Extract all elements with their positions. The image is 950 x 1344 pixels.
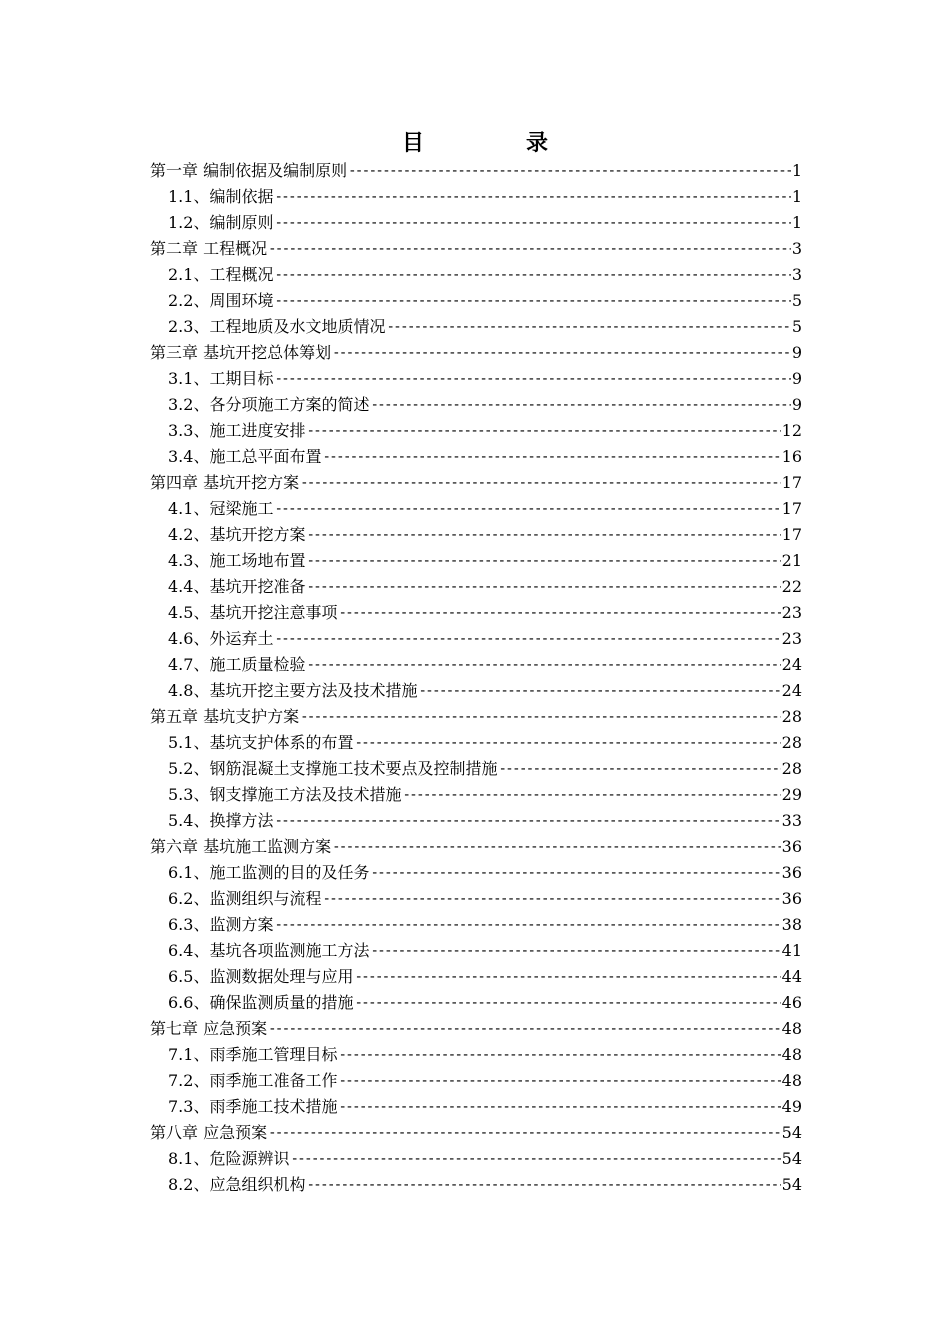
toc-entry-label: 第七章 应急预案	[150, 1019, 268, 1038]
toc-chapter-entry[interactable]	[150, 834, 802, 860]
toc-entry-label: 6.3、监测方案	[168, 915, 274, 934]
toc-page-number: 23	[781, 629, 802, 648]
toc-page-number: 9	[791, 343, 802, 362]
toc-entry-label: 3.4、施工总平面布置	[168, 447, 322, 466]
toc-section-entry[interactable]	[150, 444, 802, 470]
toc-section-entry[interactable]	[150, 288, 802, 314]
toc-dot-leader	[322, 444, 780, 470]
toc-section-entry[interactable]	[150, 418, 802, 444]
toc-dot-leader	[274, 808, 780, 834]
toc-page-number: 9	[791, 369, 802, 388]
toc-entry-label: 6.6、确保监测质量的措施	[168, 993, 354, 1012]
toc-entry-label: 第二章 工程概况	[150, 239, 268, 258]
toc-section-entry[interactable]	[150, 548, 802, 574]
toc-entry-label: 第四章 基坑开挖方案	[150, 473, 300, 492]
toc-section-entry[interactable]	[150, 782, 802, 808]
toc-entry-label: 4.1、冠梁施工	[168, 499, 274, 518]
toc-dot-leader	[306, 522, 780, 548]
toc-page-number: 23	[781, 603, 802, 622]
toc-entry-label: 8.2、应急组织机构	[168, 1175, 306, 1194]
toc-page-number: 38	[781, 915, 802, 934]
toc-entry-label: 3.3、施工进度安排	[168, 421, 306, 440]
toc-dot-leader	[268, 1016, 781, 1042]
toc-dot-leader	[268, 236, 791, 262]
toc-entry-label: 4.4、基坑开挖准备	[168, 577, 306, 596]
toc-entry-label: 第五章 基坑支护方案	[150, 707, 300, 726]
toc-dot-leader	[402, 782, 780, 808]
toc-dot-leader	[274, 262, 790, 288]
toc-page-number: 9	[791, 395, 802, 414]
toc-section-entry[interactable]	[150, 938, 802, 964]
toc-entry-label: 7.1、雨季施工管理目标	[168, 1045, 338, 1064]
toc-dot-leader	[306, 574, 780, 600]
toc-dot-leader	[370, 860, 780, 886]
toc-dot-leader	[306, 418, 780, 444]
toc-dot-leader	[300, 470, 781, 496]
toc-page-number: 54	[781, 1149, 802, 1168]
toc-dot-leader	[354, 990, 780, 1016]
toc-chapter-entry[interactable]	[150, 1016, 802, 1042]
toc-page-number: 33	[781, 811, 802, 830]
toc-section-entry[interactable]	[150, 366, 802, 392]
toc-entry-label: 4.6、外运弃土	[168, 629, 274, 648]
toc-section-entry[interactable]	[150, 808, 802, 834]
toc-dot-leader	[306, 652, 780, 678]
toc-entry-label: 2.2、周围环境	[168, 291, 274, 310]
toc-page-number: 36	[781, 863, 802, 882]
toc-dot-leader	[290, 1146, 780, 1172]
toc-entry-label: 5.2、钢筋混凝土支撑施工技术要点及控制措施	[168, 759, 498, 778]
toc-dot-leader	[322, 886, 780, 912]
toc-entry-label: 1.1、编制依据	[168, 187, 274, 206]
toc-page-number: 17	[781, 525, 802, 544]
toc-entry-label: 8.1、危险源辨识	[168, 1149, 290, 1168]
toc-section-entry[interactable]	[150, 600, 802, 626]
toc-page-number: 3	[791, 265, 802, 284]
toc-section-entry[interactable]	[150, 756, 802, 782]
toc-section-entry[interactable]	[150, 678, 802, 704]
toc-dot-leader	[354, 730, 780, 756]
toc-dot-leader	[274, 626, 780, 652]
toc-entry-label: 第三章 基坑开挖总体筹划	[150, 343, 332, 362]
toc-page-number: 48	[781, 1071, 802, 1090]
toc-entry-label: 5.3、钢支撑施工方法及技术措施	[168, 785, 402, 804]
toc-dot-leader	[348, 158, 791, 184]
toc-list	[150, 158, 802, 1198]
toc-section-entry[interactable]	[150, 652, 802, 678]
toc-dot-leader	[274, 366, 790, 392]
toc-section-entry[interactable]	[150, 1172, 802, 1198]
toc-page-number: 36	[781, 837, 802, 856]
toc-page-number: 41	[781, 941, 802, 960]
toc-dot-leader	[418, 678, 780, 704]
toc-page-number: 24	[781, 681, 802, 700]
toc-dot-leader	[354, 964, 780, 990]
toc-dot-leader	[332, 340, 791, 366]
toc-dot-leader	[338, 1094, 780, 1120]
toc-page-number: 1	[791, 213, 802, 232]
toc-entry-label: 6.4、基坑各项监测施工方法	[168, 941, 370, 960]
toc-section-entry[interactable]	[150, 392, 802, 418]
toc-entry-label: 5.4、换撑方法	[168, 811, 274, 830]
toc-dot-leader	[338, 600, 780, 626]
toc-page-number: 24	[781, 655, 802, 674]
toc-dot-leader	[338, 1068, 780, 1094]
toc-page-number: 48	[781, 1045, 802, 1064]
toc-dot-leader	[370, 392, 790, 418]
toc-page-number: 46	[781, 993, 802, 1012]
toc-entry-label: 4.3、施工场地布置	[168, 551, 306, 570]
toc-section-entry[interactable]	[150, 964, 802, 990]
toc-section-entry[interactable]	[150, 184, 802, 210]
toc-page-number: 17	[781, 499, 802, 518]
toc-chapter-entry[interactable]	[150, 470, 802, 496]
toc-entry-label: 6.2、监测组织与流程	[168, 889, 322, 908]
toc-dot-leader	[274, 912, 780, 938]
toc-dot-leader	[306, 548, 780, 574]
toc-chapter-entry[interactable]	[150, 340, 802, 366]
toc-section-entry[interactable]	[150, 1042, 802, 1068]
toc-page-number: 5	[791, 317, 802, 336]
toc-page-number: 28	[781, 733, 802, 752]
toc-dot-leader	[306, 1172, 780, 1198]
toc-section-entry[interactable]	[150, 314, 802, 340]
toc-page-number: 1	[791, 187, 802, 206]
toc-chapter-entry[interactable]	[150, 1120, 802, 1146]
toc-entry-label: 4.5、基坑开挖注意事项	[168, 603, 338, 622]
toc-section-entry[interactable]	[150, 860, 802, 886]
toc-page-number: 54	[781, 1175, 802, 1194]
toc-section-entry[interactable]	[150, 522, 802, 548]
toc-entry-label: 3.1、工期目标	[168, 369, 274, 388]
toc-entry-label: 第八章 应急预案	[150, 1123, 268, 1142]
toc-chapter-entry[interactable]	[150, 158, 802, 184]
toc-section-entry[interactable]	[150, 626, 802, 652]
toc-dot-leader	[370, 938, 780, 964]
toc-entry-label: 3.2、各分项施工方案的简述	[168, 395, 370, 414]
toc-dot-leader	[274, 496, 780, 522]
toc-page-number: 16	[781, 447, 802, 466]
toc-entry-label: 7.3、雨季施工技术措施	[168, 1097, 338, 1116]
toc-entry-label: 4.7、施工质量检验	[168, 655, 306, 674]
toc-dot-leader	[338, 1042, 780, 1068]
toc-page-number: 48	[781, 1019, 802, 1038]
toc-entry-label: 1.2、编制原则	[168, 213, 274, 232]
toc-entry-label: 4.2、基坑开挖方案	[168, 525, 306, 544]
toc-page-number: 5	[791, 291, 802, 310]
toc-page-number: 49	[781, 1097, 802, 1116]
toc-page-number: 1	[791, 161, 802, 180]
toc-dot-leader	[386, 314, 790, 340]
toc-entry-label: 2.3、工程地质及水文地质情况	[168, 317, 386, 336]
toc-section-entry[interactable]	[150, 1146, 802, 1172]
toc-section-entry[interactable]	[150, 886, 802, 912]
toc-section-entry[interactable]	[150, 574, 802, 600]
toc-section-entry[interactable]	[150, 730, 802, 756]
toc-section-entry[interactable]	[150, 912, 802, 938]
toc-page-number: 21	[781, 551, 802, 570]
toc-page-number: 44	[781, 967, 802, 986]
toc-page-number: 54	[781, 1123, 802, 1142]
toc-dot-leader	[274, 210, 790, 236]
toc-section-entry[interactable]	[150, 990, 802, 1016]
toc-page-number: 12	[781, 421, 802, 440]
toc-section-entry[interactable]	[150, 1068, 802, 1094]
toc-dot-leader	[498, 756, 780, 782]
toc-entry-label: 第六章 基坑施工监测方案	[150, 837, 332, 856]
toc-page-number: 28	[781, 707, 802, 726]
toc-entry-label: 第一章 编制依据及编制原则	[150, 161, 348, 180]
toc-entry-label: 2.1、工程概况	[168, 265, 274, 284]
toc-dot-leader	[274, 184, 790, 210]
toc-page-number: 29	[781, 785, 802, 804]
toc-section-entry[interactable]	[150, 210, 802, 236]
toc-page-number: 3	[791, 239, 802, 258]
toc-chapter-entry[interactable]	[150, 236, 802, 262]
toc-dot-leader	[274, 288, 790, 314]
toc-chapter-entry[interactable]	[150, 704, 802, 730]
toc-page-number: 28	[781, 759, 802, 778]
toc-title: 目 录	[401, 130, 588, 156]
toc-entry-label: 6.5、监测数据处理与应用	[168, 967, 354, 986]
toc-dot-leader	[332, 834, 781, 860]
toc-dot-leader	[268, 1120, 781, 1146]
toc-page-number: 17	[781, 473, 802, 492]
toc-dot-leader	[300, 704, 781, 730]
toc-entry-label: 7.2、雨季施工准备工作	[168, 1071, 338, 1090]
toc-section-entry[interactable]	[150, 262, 802, 288]
toc-section-entry[interactable]	[150, 1094, 802, 1120]
toc-page-number: 36	[781, 889, 802, 908]
toc-entry-label: 4.8、基坑开挖主要方法及技术措施	[168, 681, 418, 700]
toc-page-number: 22	[781, 577, 802, 596]
toc-entry-label: 5.1、基坑支护体系的布置	[168, 733, 354, 752]
toc-entry-label: 6.1、施工监测的目的及任务	[168, 863, 370, 882]
toc-section-entry[interactable]	[150, 496, 802, 522]
